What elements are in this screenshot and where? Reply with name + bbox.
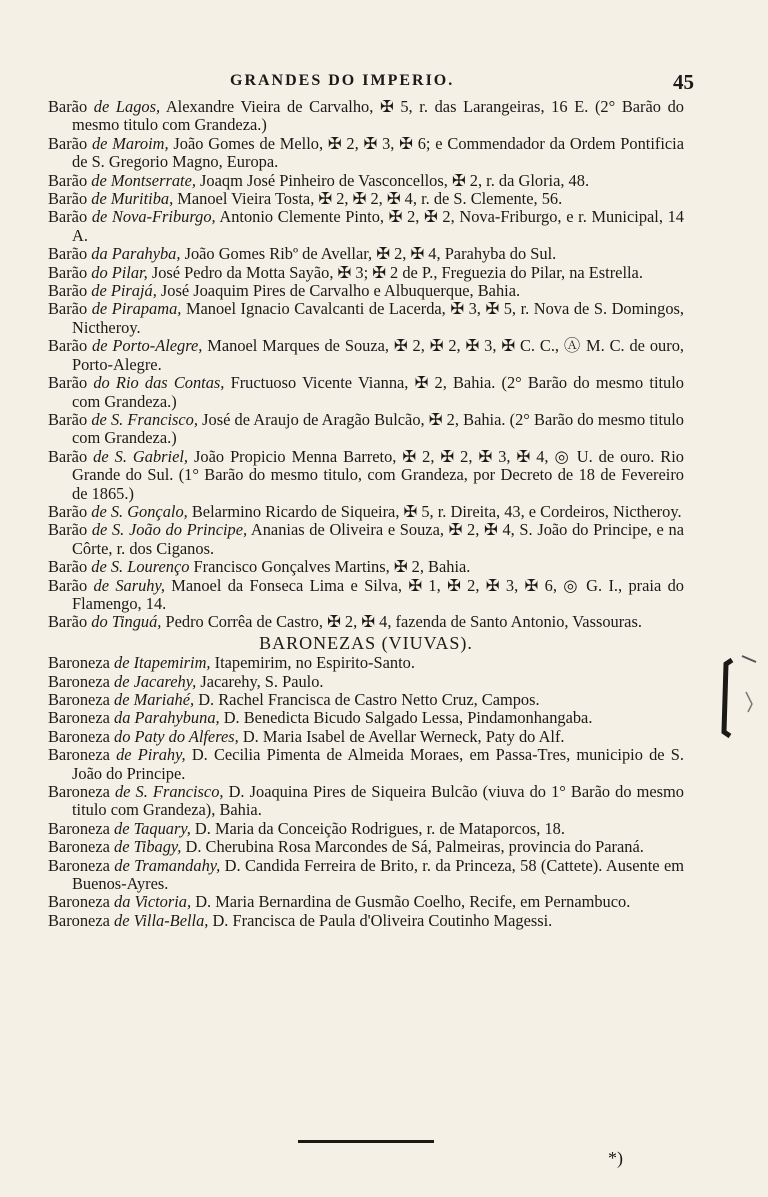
entry-title: Barão: [48, 520, 88, 540]
entry-place: do Paty do Alferes,: [114, 726, 239, 746]
entry-text: Ananias de Oliveira e Souza, ✠ 2, ✠ 4, S. João do Principe, e na Côrte, r. dos Ciganos.: [72, 520, 684, 558]
barao-list: [48, 98, 684, 632]
entry-place: da Victoria,: [114, 892, 192, 912]
entry-place: de S. Francisco,: [114, 782, 224, 802]
barao-entry: [48, 264, 684, 282]
entry-place: do Pilar,: [91, 262, 148, 282]
entry-title: Barão: [48, 299, 88, 319]
barao-entry: [48, 135, 684, 172]
barao-entry: [48, 172, 684, 190]
entry-title: Baroneza: [48, 892, 110, 912]
baroneza-entry: [48, 912, 684, 930]
entry-place: de S. Gabriel,: [93, 446, 189, 466]
running-title: GRANDES DO IMPERIO.: [230, 72, 455, 89]
baroneza-entry: [48, 857, 684, 894]
entry-place: de Lagos,: [93, 97, 161, 116]
entry-text: João Propicio Menna Barreto, ✠ 2, ✠ 2, ✠ 3, ✠ 4, ◎ U. de ouro. Rio Grande do Sul. (1° Barão do mesmo titulo, com Grandeza, por Decreto de 18 de Fevereiro de 1865.): [72, 446, 684, 503]
barao-entry: [48, 98, 684, 135]
baroneza-entry: [48, 709, 684, 727]
entry-title: Barão: [48, 373, 88, 393]
barao-entry: [48, 577, 684, 614]
entry-text: Fructuoso Vicente Vianna, ✠ 2, Bahia. (2° Barão do mesmo titulo com Grandeza.): [72, 373, 684, 411]
entry-text: Pedro Corrêa de Castro, ✠ 2, ✠ 4, fazenda de Santo Antonio, Vassouras.: [161, 612, 642, 632]
baroneza-entry: [48, 728, 684, 746]
entry-text: Manoel da Fonseca Lima e Silva, ✠ 1, ✠ 2, ✠ 3, ✠ 6, ◎ G. I., praia do Flamengo, 14.: [72, 575, 684, 613]
barao-entry: [48, 521, 684, 558]
entry-place: de Montserrate,: [91, 170, 196, 190]
baroneza-entry: [48, 691, 684, 709]
entry-title: Barão: [48, 501, 88, 521]
barao-entry: [48, 613, 684, 631]
entry-text: Alexandre Vieira de Carvalho, ✠ 5, r. das Larangeiras, 16 E. (2° Barão do mesmo titulo com Grandeza.): [72, 97, 684, 135]
entry-list: [48, 98, 684, 930]
entry-title: Baroneza: [48, 671, 110, 691]
entry-place: de Pirahy,: [116, 745, 186, 765]
entry-text: Francisco Gonçalves Martins, ✠ 2, Bahia.: [189, 557, 471, 577]
baroneza-list: [48, 654, 684, 930]
entry-place: de Itapemirim,: [114, 653, 211, 673]
entry-title: Baroneza: [48, 745, 110, 765]
barao-entry: [48, 337, 684, 374]
entry-title: Barão: [48, 575, 88, 595]
entry-title: Barão: [48, 244, 88, 264]
entry-place: da Parahybuna,: [114, 708, 220, 728]
entry-title: Barão: [48, 557, 88, 577]
entry-text: D. Francisca de Paula d'Oliveira Coutinho Magessi.: [208, 910, 553, 930]
entry-place: de Mariahé,: [114, 690, 195, 709]
entry-place: de Pirapama,: [91, 299, 182, 319]
barao-entry: [48, 300, 684, 337]
baroneza-entry: [48, 838, 684, 856]
entry-text: D. Maria da Conceição Rodrigues, r. de Mataporcos, 18.: [190, 818, 565, 838]
entry-place: de Nova-Friburgo,: [91, 207, 216, 227]
entry-place: de Muritiba,: [91, 189, 174, 209]
entry-text: D. Joaquina Pires de Siqueira Bulcão (viuva do 1° Barão do mesmo titulo com Grandeza), Bahia.: [72, 782, 684, 820]
entry-title: Barão: [48, 189, 88, 209]
entry-title: Baroneza: [48, 818, 110, 838]
entry-text: Itapemirim, no Espirito-Santo.: [210, 653, 415, 673]
baroneza-entry: [48, 893, 684, 911]
baroneza-entry: [48, 654, 684, 672]
entry-title: Baroneza: [48, 690, 110, 709]
entry-text: D. Cherubina Rosa Marcondes de Sá, Palmeiras, provincia do Paraná.: [181, 837, 644, 857]
entry-place: da Parahyba,: [91, 244, 181, 264]
entry-text: José de Araujo de Aragão Bulcão, ✠ 2, Bahia. (2° Barão do mesmo titulo com Grandeza.): [72, 409, 684, 448]
entry-title: Barão: [48, 207, 88, 227]
entry-title: Barão: [48, 97, 88, 116]
entry-place: de Porto-Alegre,: [92, 336, 203, 356]
barao-entry: [48, 558, 684, 576]
entry-title: Barão: [48, 170, 88, 190]
entry-text: Jacarehy, S. Paulo.: [196, 671, 324, 691]
entry-place: de Saruhy,: [93, 575, 165, 595]
entry-title: Baroneza: [48, 837, 110, 857]
entry-text: D. Cecilia Pimenta de Almeida Moraes, em Passa-Tres, municipio de S. João do Principe.: [72, 745, 684, 783]
entry-place: de S. Francisco,: [91, 409, 198, 429]
entry-place: de S. João do Principe,: [91, 520, 248, 540]
entry-text: José Joaquim Pires de Carvalho e Albuquerque, Bahia.: [156, 281, 521, 301]
entry-place: do Tinguá,: [91, 612, 162, 632]
baroneza-entry: [48, 746, 684, 783]
entry-text: D. Rachel Francisca de Castro Netto Cruz, Campos.: [194, 690, 540, 709]
entry-text: João Gomes Ribº de Avellar, ✠ 2, ✠ 4, Parahyba do Sul.: [180, 244, 557, 264]
entry-place: de Maroim,: [91, 133, 169, 153]
entry-text: Antonio Clemente Pinto, ✠ 2, ✠ 2, Nova-Friburgo, e r. Municipal, 14 A.: [72, 207, 685, 245]
entry-title: Baroneza: [48, 782, 110, 802]
entry-title: Baroneza: [48, 910, 110, 930]
entry-place: de Tibagy,: [114, 837, 182, 857]
entry-text: D. Candida Ferreira de Brito, r. da Princeza, 58 (Cattete). Ausente em Buenos-Ayres.: [72, 855, 684, 894]
entry-title: Barão: [48, 336, 88, 356]
barao-entry: [48, 448, 684, 503]
barao-entry: [48, 411, 684, 448]
entry-text: Joaqm José Pinheiro de Vasconcellos, ✠ 2, r. da Gloria, 48.: [195, 170, 590, 190]
barao-entry: [48, 282, 684, 300]
entry-text: João Gomes de Mello, ✠ 2, ✠ 3, ✠ 6; e Commendador da Ordem Pontificia de S. Gregorio Magno, Europa.: [72, 133, 684, 172]
entry-place: de Tramandahy,: [114, 855, 221, 875]
entry-title: Barão: [48, 133, 88, 153]
entry-place: de Pirajá,: [91, 281, 157, 301]
closing-rule: [298, 1140, 434, 1143]
barao-entry: [48, 190, 684, 208]
entry-text: Manoel Ignacio Cavalcanti de Lacerda, ✠ 3, ✠ 5, r. Nova de S. Domingos, Nictheroy.: [72, 299, 684, 337]
entry-place: do Rio das Contas,: [93, 373, 225, 393]
barao-entry: [48, 208, 684, 245]
entry-place: de S. Lourenço: [91, 557, 190, 577]
baroneza-entry: [48, 673, 684, 691]
entry-title: Baroneza: [48, 708, 110, 728]
barao-entry: [48, 503, 684, 521]
entry-title: Barão: [48, 446, 88, 466]
entry-title: Baroneza: [48, 855, 110, 875]
footnote-mark: *): [608, 1148, 623, 1168]
entry-title: Barão: [48, 409, 88, 429]
entry-text: Manoel Vieira Tosta, ✠ 2, ✠ 2, ✠ 4, r. de S. Clemente, 56.: [173, 189, 563, 209]
margin-bracket-mark: [712, 652, 768, 752]
entry-title: Barão: [48, 281, 88, 301]
page-header: [48, 70, 694, 96]
entry-place: de Taquary,: [114, 818, 191, 838]
entry-text: Belarmino Ricardo de Siqueira, ✠ 5, r. Direita, 43, e Cordeiros, Nictheroy.: [187, 501, 682, 521]
entry-title: Baroneza: [48, 726, 110, 746]
entry-place: de Villa-Bella,: [114, 910, 209, 930]
entry-text: Manoel Marques de Souza, ✠ 2, ✠ 2, ✠ 3, ✠ C. C., Ⓐ M. C. de ouro, Porto-Alegre.: [72, 336, 684, 374]
entry-text: D. Maria Isabel de Avellar Werneck, Paty do Alf.: [238, 726, 565, 746]
page-number: 45: [673, 70, 694, 94]
entry-title: Baroneza: [48, 653, 110, 673]
barao-entry: [48, 374, 684, 411]
section-heading: BARONEZAS (VIUVAS).: [259, 632, 473, 653]
entry-title: Barão: [48, 262, 88, 282]
entry-text: D. Maria Bernardina de Gusmão Coelho, Recife, em Pernambuco.: [191, 892, 631, 912]
entry-text: José Pedro da Motta Sayão, ✠ 3; ✠ 2 de P., Freguezia do Pilar, na Estrella.: [147, 262, 643, 282]
entry-text: D. Benedicta Bicudo Salgado Lessa, Pindamonhangaba.: [219, 708, 593, 728]
barao-entry: [48, 245, 684, 263]
entry-title: Barão: [48, 612, 88, 632]
entry-place: de S. Gonçalo,: [91, 501, 188, 521]
entry-place: de Jacarehy,: [114, 671, 197, 691]
baroneza-entry: [48, 820, 684, 838]
baroneza-entry: [48, 783, 684, 820]
